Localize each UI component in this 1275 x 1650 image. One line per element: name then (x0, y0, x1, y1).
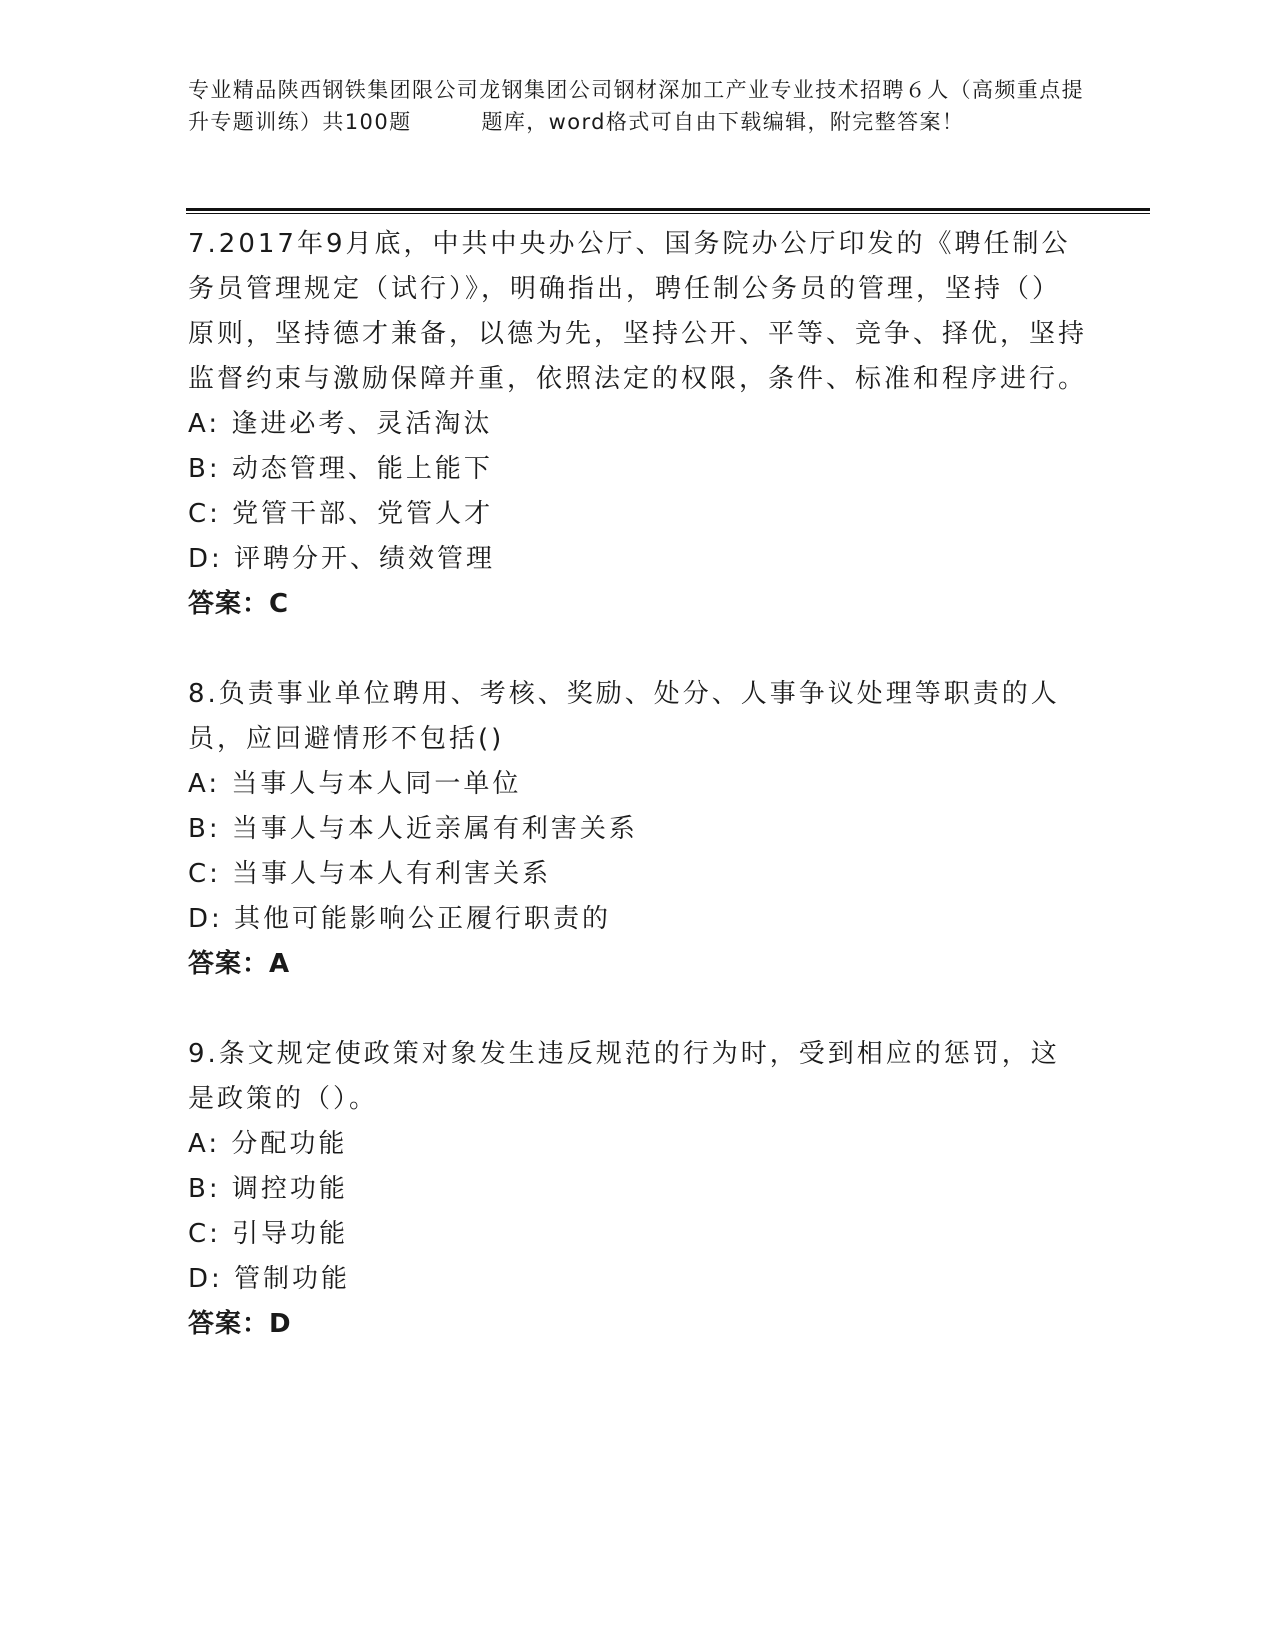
answer-line: 答案：C (188, 589, 290, 619)
question-8 (188, 672, 1088, 987)
option-d: D: 管制功能 (188, 1264, 351, 1294)
answer-line: 答案：D (188, 1309, 292, 1339)
option-c: C: 党管干部、党管人才 (188, 499, 494, 529)
question-stem: 8.负责事业单位聘用、考核、奖励、处分、人事争议处理等职责的人员，应回避情形不包括() (188, 679, 1060, 754)
option-b: B: 调控功能 (188, 1174, 348, 1204)
option-a: A: 当事人与本人同一单位 (188, 769, 522, 799)
header-divider (186, 208, 1150, 214)
header-subtitle: 题库，word格式可自由下载编辑，附完整答案！ (481, 110, 965, 134)
option-b: B: 动态管理、能上能下 (188, 454, 493, 484)
document-header (188, 74, 1088, 138)
question-9 (188, 1032, 1088, 1347)
option-d: D: 其他可能影响公正履行职责的 (188, 904, 612, 934)
answer-line: 答案：A (188, 949, 291, 979)
option-a: A: 分配功能 (188, 1129, 348, 1159)
question-list (188, 222, 1088, 1392)
question-7 (188, 222, 1088, 627)
option-b: B: 当事人与本人近亲属有利害关系 (188, 814, 638, 844)
question-stem: 9.条文规定使政策对象发生违反规范的行为时，受到相应的惩罚，这是政策的（）。 (188, 1039, 1060, 1114)
option-d: D: 评聘分开、绩效管理 (188, 544, 496, 574)
option-a: A: 逢进必考、灵活淘汰 (188, 409, 493, 439)
option-c: C: 当事人与本人有利害关系 (188, 859, 552, 889)
question-stem: 7.2017年9月底，中共中央办公厅、国务院办公厅印发的《聘任制公务员管理规定（试行）》，明确指出，聘任制公务员的管理，坚持（）原则，坚持德才兼备，以德为先，坚持公开、平等、竞争、择优，坚持监督约束与激励保障并重，依照法定的权限，条件、标准和程序进行。 (188, 229, 1088, 394)
option-c: C: 引导功能 (188, 1219, 349, 1249)
header-title: 专业精品陕西钢铁集团限公司龙钢集团公司钢材深加工产业专业技术招聘６人（高频重点提升专题训练）共100题 (188, 78, 1084, 134)
